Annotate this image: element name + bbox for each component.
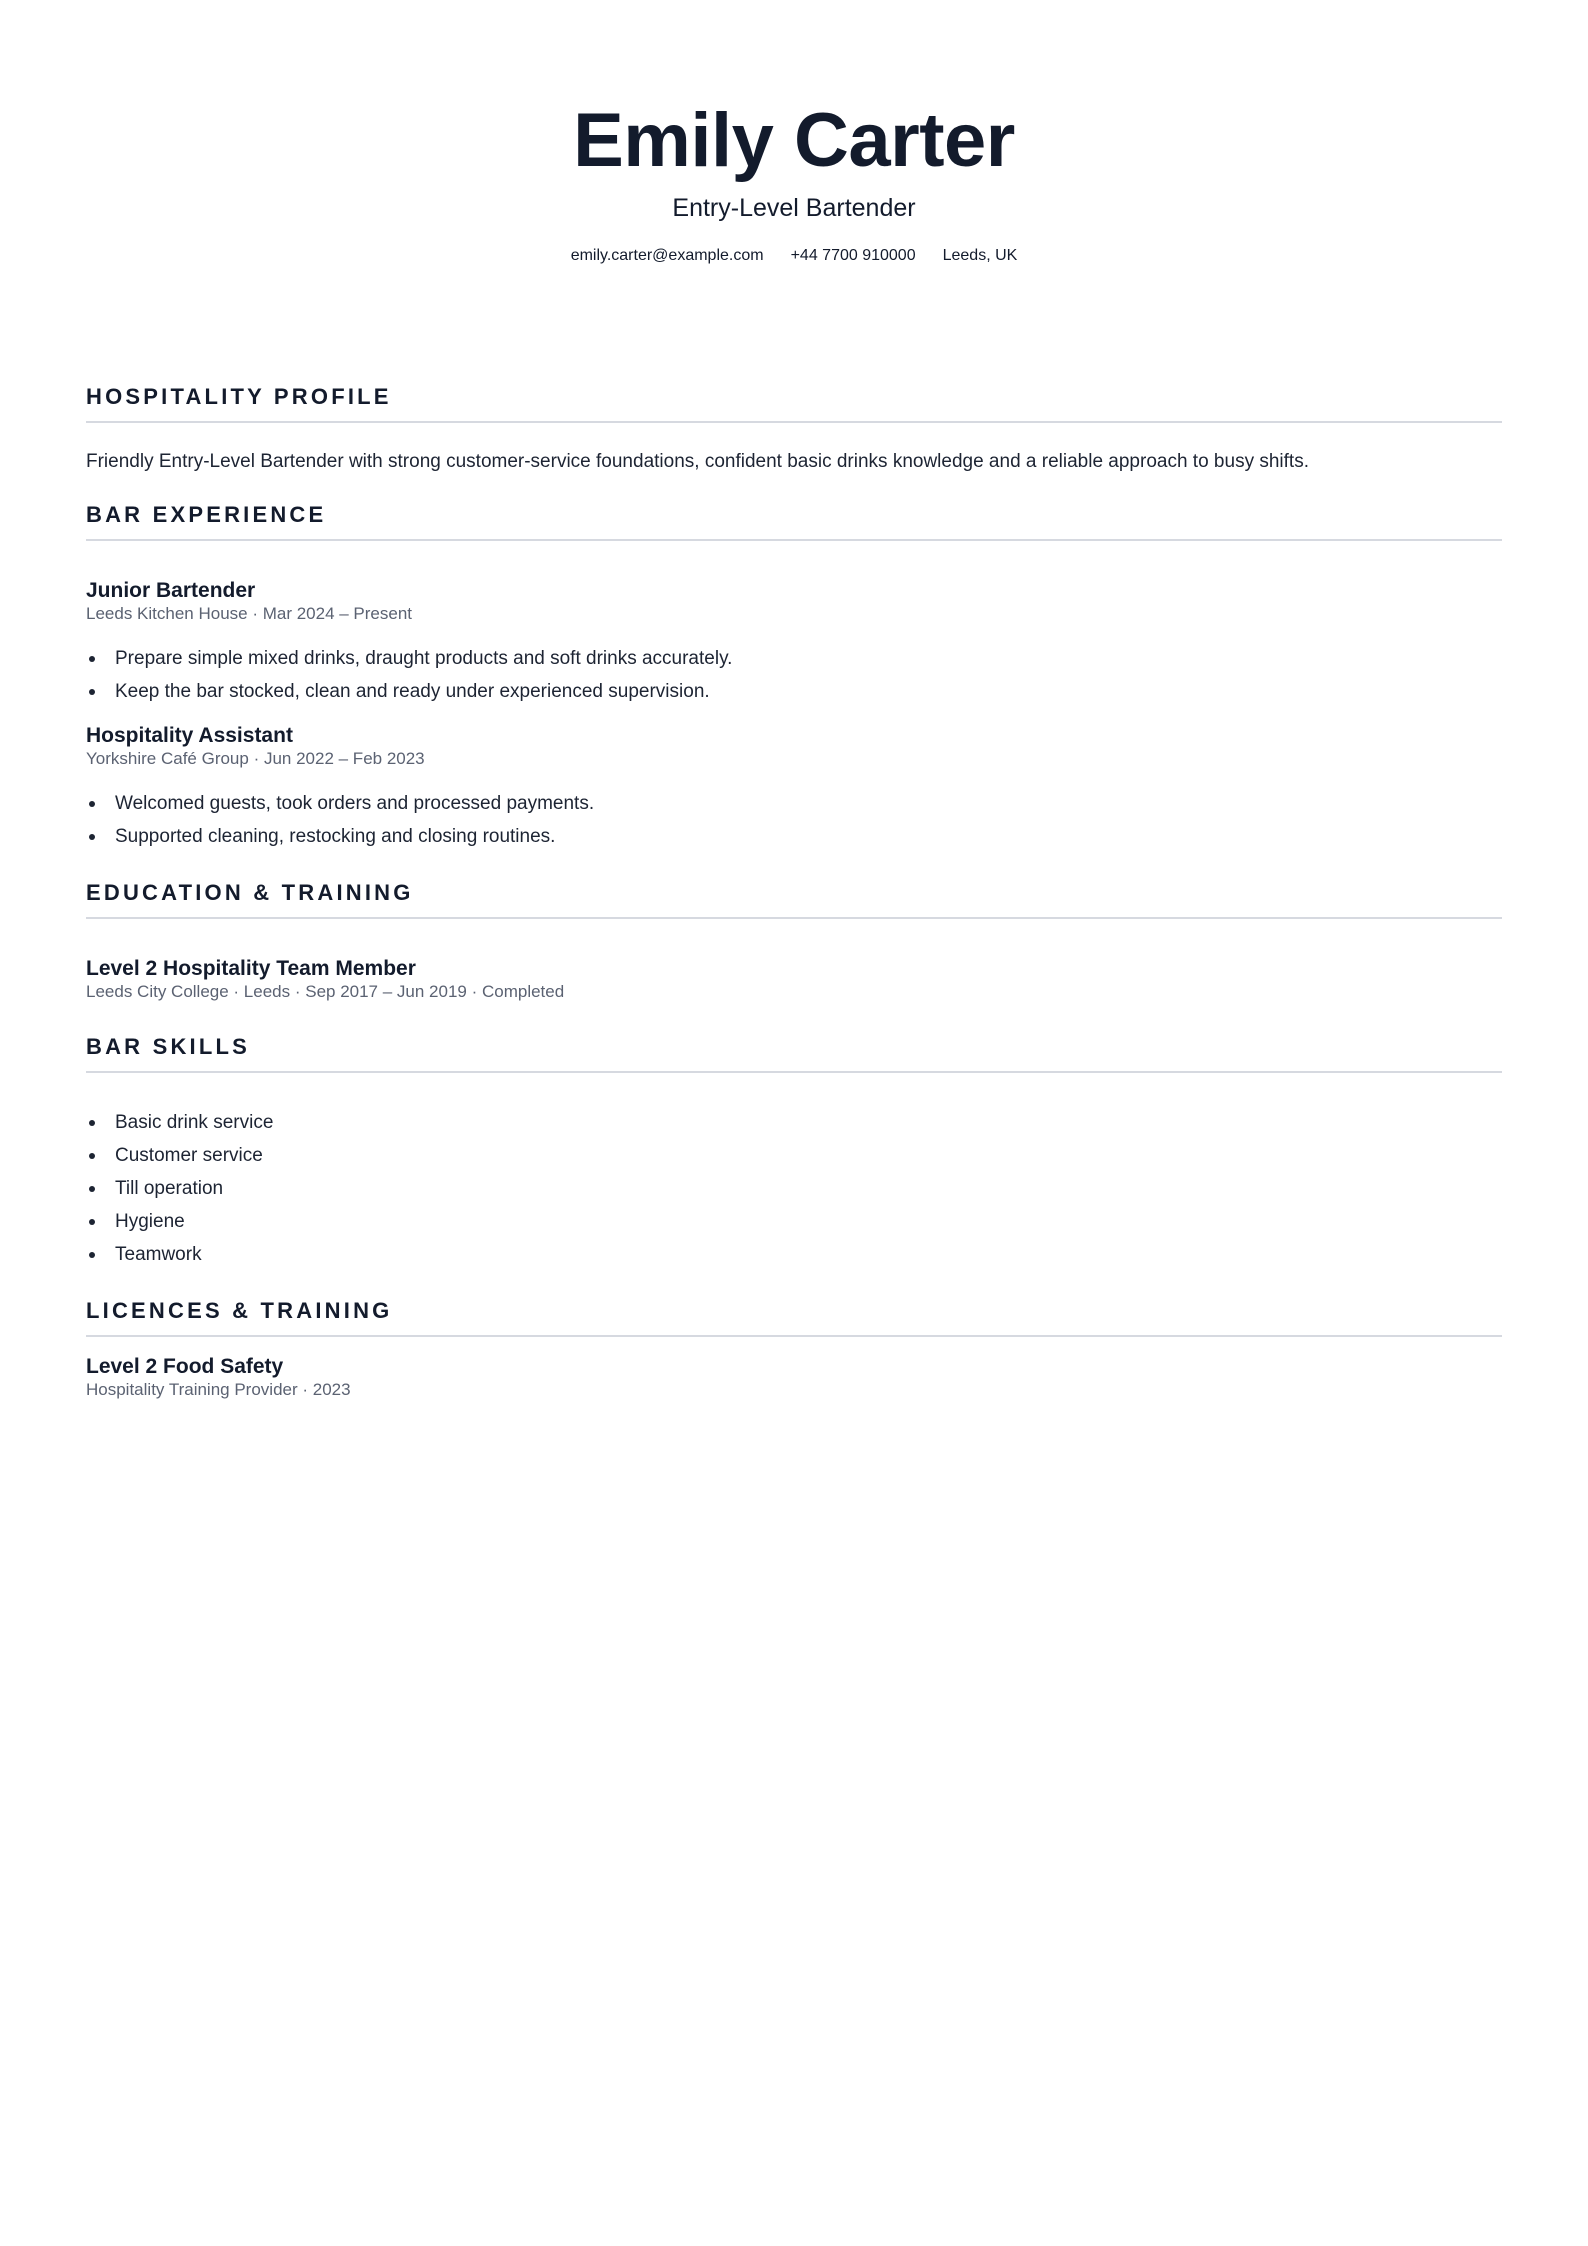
candidate-name: Emily Carter bbox=[573, 98, 1015, 183]
skill-item: Basic drink service bbox=[115, 1106, 1502, 1139]
skills-section bbox=[86, 1033, 1502, 1271]
profile-summary: Friendly Entry-Level Bartender with strong customer-service foundations, confident basic drinks knowledge and a reliable approach to busy shifts. bbox=[86, 451, 1309, 472]
skill-item: Till operation bbox=[115, 1172, 1502, 1205]
section-heading-skills: BAR SKILLS bbox=[86, 1033, 1502, 1073]
experience-section bbox=[86, 501, 1502, 853]
job-bullet: Welcomed guests, took orders and processed payments. bbox=[115, 787, 1502, 820]
education-section bbox=[86, 879, 1502, 1003]
job-meta: Leeds Kitchen House · Mar 2024 – Present bbox=[86, 604, 413, 623]
job-title: Junior Bartender bbox=[86, 579, 256, 602]
job-bullets bbox=[86, 787, 1502, 853]
contact-location: Leeds, UK bbox=[942, 247, 1018, 264]
job-bullet: Prepare simple mixed drinks, draught products and soft drinks accurately. bbox=[115, 642, 1502, 675]
job-title: Hospitality Assistant bbox=[86, 724, 293, 747]
section-heading-licences: LICENCES & TRAINING bbox=[86, 1297, 1502, 1337]
skill-item: Hygiene bbox=[115, 1205, 1502, 1238]
experience-entry bbox=[86, 579, 1502, 708]
experience-entry bbox=[86, 724, 1502, 853]
job-bullet: Supported cleaning, restocking and closing routines. bbox=[115, 820, 1502, 853]
licences-section bbox=[86, 1297, 1502, 1401]
section-heading-profile: HOSPITALITY PROFILE bbox=[86, 383, 1502, 423]
resume-header bbox=[86, 0, 1502, 266]
skill-item: Teamwork bbox=[115, 1238, 1502, 1271]
licence-entry bbox=[86, 1355, 1502, 1401]
candidate-title: Entry-Level Bartender bbox=[672, 194, 916, 222]
skill-item: Customer service bbox=[115, 1139, 1502, 1172]
job-bullets bbox=[86, 642, 1502, 708]
profile-section bbox=[86, 383, 1502, 475]
licence-meta: Hospitality Training Provider · 2023 bbox=[86, 1380, 351, 1399]
education-meta: Leeds City College · Leeds · Sep 2017 – Jun 2019 · Completed bbox=[86, 982, 565, 1001]
licence-title: Level 2 Food Safety bbox=[86, 1355, 284, 1378]
section-heading-education: EDUCATION & TRAINING bbox=[86, 879, 1502, 919]
section-heading-experience: BAR EXPERIENCE bbox=[86, 501, 1502, 541]
education-title: Level 2 Hospitality Team Member bbox=[86, 957, 416, 980]
job-bullet: Keep the bar stocked, clean and ready under experienced supervision. bbox=[115, 675, 1502, 708]
job-meta: Yorkshire Café Group · Jun 2022 – Feb 2023 bbox=[86, 749, 425, 768]
contact-phone: +44 7700 910000 bbox=[790, 247, 916, 264]
contact-email: emily.carter@example.com bbox=[570, 247, 764, 264]
skills-list bbox=[86, 1106, 1502, 1271]
education-entry bbox=[86, 957, 1502, 1003]
contact-line bbox=[86, 246, 1502, 266]
